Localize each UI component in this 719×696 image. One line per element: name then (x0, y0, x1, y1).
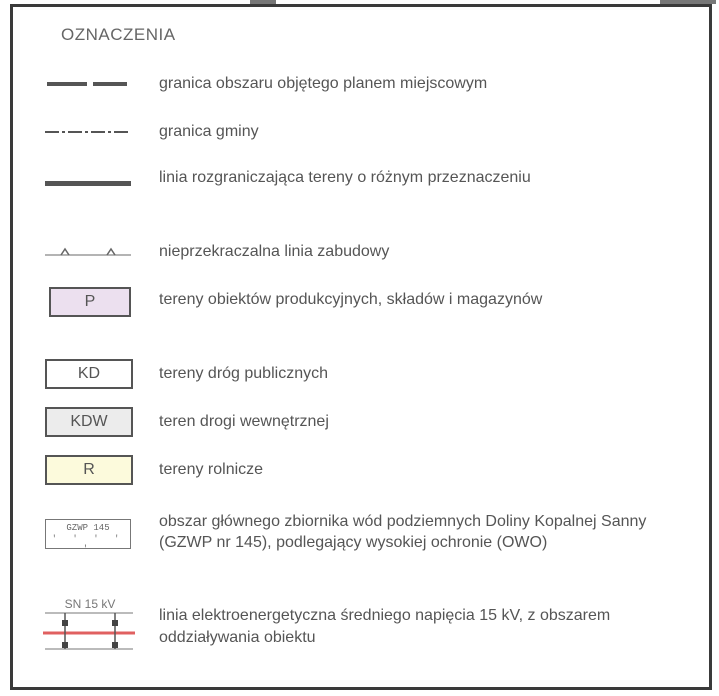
legend-title: OZNACZENIA (61, 25, 176, 44)
plan-boundary-symbol (47, 82, 87, 86)
legend-label: tereny dróg publicznych (159, 365, 328, 382)
power-line-code: SN 15 kV (64, 597, 116, 611)
gzwp-code: GZWP 145 (66, 523, 110, 533)
zone-p-swatch (49, 287, 131, 317)
building-line-symbol (45, 243, 131, 259)
zone-code: KD (77, 365, 101, 382)
legend-label: granica gminy (159, 123, 259, 140)
legend-label: teren drogi wewnętrznej (159, 413, 329, 430)
legend-label: nieprzekraczalna linia zabudowy (159, 243, 390, 260)
zone-code: P (84, 293, 96, 310)
gzwp-symbol (45, 519, 131, 554)
legend-label: granica obszaru objętego planem miejscowym (159, 75, 488, 92)
legend-label: tereny rolnicze (159, 461, 264, 478)
gmina-boundary-symbol (45, 127, 131, 137)
plan-boundary-symbol-2 (93, 82, 127, 86)
zone-kd-swatch (45, 359, 133, 389)
legend-panel (10, 4, 712, 690)
zone-kdw-swatch (45, 407, 133, 437)
zone-code: R (83, 461, 95, 478)
legend-label: linia rozgraniczająca tereny o różnym przeznaczeniu (159, 169, 531, 186)
gzwp-hatch: ' ' ' ' ' (51, 534, 125, 554)
legend-label: linia elektroenergetyczna średniego napięcia 15 kV, z obszarem oddziaływania obiektu (159, 607, 611, 646)
legend-label: tereny obiektów produkcyjnych, składów i magazynów (159, 291, 543, 308)
legend-label: obszar głównego zbiornika wód podziemnych Doliny Kopalnej Sanny (GZWP nr 145), podlegający wysokiej ochronie (OWO) (159, 513, 647, 551)
zone-r-swatch (45, 455, 133, 485)
map-edge-mark (660, 0, 716, 4)
divider-line-symbol (45, 181, 131, 186)
zone-code: KDW (70, 413, 108, 430)
map-edge-mark (250, 0, 276, 4)
